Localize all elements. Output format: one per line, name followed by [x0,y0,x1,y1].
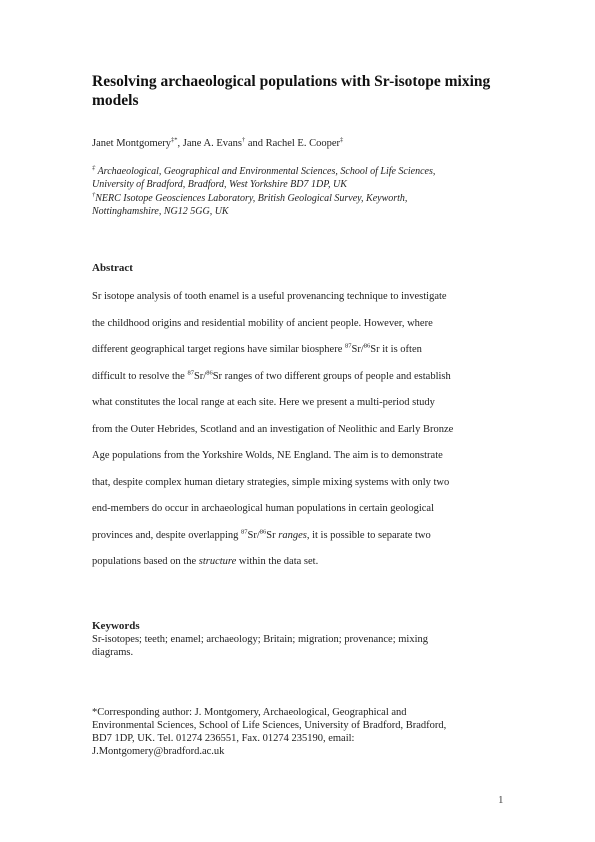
corresponding-author-note [92,706,446,758]
isotope-superscript: 86 [206,369,213,376]
abstract-text: Sr/ [351,344,364,355]
affiliation-1 [92,165,512,191]
affiliation-1-mark: ‡ [92,164,96,172]
abstract-text: within the data set. [236,556,319,567]
abstract-line-1: Sr isotope analysis of tooth enamel is a useful provenancing technique to investigate [92,291,447,302]
author-name-3: and Rachel E. Cooper [245,138,340,149]
corresponding-line-2: Environmental Sciences, School of Life Sciences, University of Bradford, Bradford, [92,720,447,731]
affiliation-1-line-2: University of Bradford, Bradford, West Yorkshire BD7 1DP, UK [92,179,347,190]
abstract-line-3 [92,343,522,370]
abstract-line-2: the childhood origins and residential mobility of ancient people. However, where [92,317,433,329]
paper-title [92,72,532,110]
affiliation-2-line-2: Nottinghamshire, NG12 5GG, UK [92,206,229,217]
isotope-superscript: 86 [259,528,267,535]
abstract-text: difficult to resolve the [92,370,188,382]
author-mark-1: ‡* [171,136,178,144]
abstract-text: Sr/ [247,529,260,541]
abstract-line-11 [92,555,522,582]
abstract-line-4 [92,370,522,397]
abstract-text: different geographical target regions have similar biosphere [92,344,345,355]
abstract-text: Sr ranges of two different groups of people and establish [212,370,451,382]
author-name-2: , Jane A. Evans [177,138,242,149]
abstract-body [92,290,522,582]
keywords-list [92,633,428,659]
keywords-line-1: Sr-isotopes; teeth; enamel; archaeology; Britain; migration; provenance; mixing [92,634,428,645]
keywords-heading: Keywords [92,620,140,632]
abstract-text: Sr/ [193,370,207,382]
author-name-1: Janet Montgomery [92,138,172,149]
isotope-superscript: 87 [241,528,248,535]
isotope-superscript: 87 [344,342,352,350]
abstract-text: Sr it is often [370,344,422,355]
corresponding-line-1: *Corresponding author: J. Montgomery, Archaeological, Geographical and [92,707,407,718]
abstract-text: Sr [266,529,279,541]
abstract-line-9: end-members do occur in archaeological human populations in certain geological [92,503,435,514]
author-mark-3: ‡ [340,136,344,144]
isotope-superscript: 87 [187,369,194,376]
abstract-text: provinces and, despite overlapping [92,529,241,541]
abstract-line-6: from the Outer Hebrides, Scotland and an investigation of Neolithic and Early Bronze [92,423,454,435]
abstract-line-8: that, despite complex human dietary strategies, simple mixing systems with only two [92,476,450,488]
corresponding-line-3: BD7 1DP, UK. Tel. 01274 236551, Fax. 01274 235190, email: [92,733,355,744]
affiliation-2-mark: † [92,191,96,199]
page-number: 1 [498,794,504,806]
emphasis-text: ranges [278,529,307,541]
author-mark-2: † [241,136,246,144]
title-line-2: models [92,92,139,109]
corresponding-email: J.Montgomery@bradford.ac.uk [92,746,225,757]
abstract-line-7: Age populations from the Yorkshire Wolds, NE England. The aim is to demonstrate [92,450,443,461]
keywords-line-2: diagrams. [92,647,134,658]
abstract-heading: Abstract [92,262,133,274]
affiliation-2-line-1: NERC Isotope Geosciences Laboratory, British Geological Survey, Keyworth, [95,193,408,204]
abstract-text: populations based on the [92,556,199,567]
abstract-text: , it is possible to separate two [306,529,431,541]
abstract-line-10 [92,529,522,556]
isotope-superscript: 86 [363,342,371,350]
title-line-1: Resolving archaeological populations with Sr-isotope mixing [92,73,491,90]
abstract-line-5: what constitutes the local range at each site. Here we present a multi-period study [92,397,435,408]
emphasis-text: structure [198,556,237,567]
author-list [92,137,343,150]
affiliation-2 [92,192,512,218]
affiliation-1-line-1: Archaeological, Geographical and Environmental Sciences, School of Life Sciences, [95,166,436,177]
